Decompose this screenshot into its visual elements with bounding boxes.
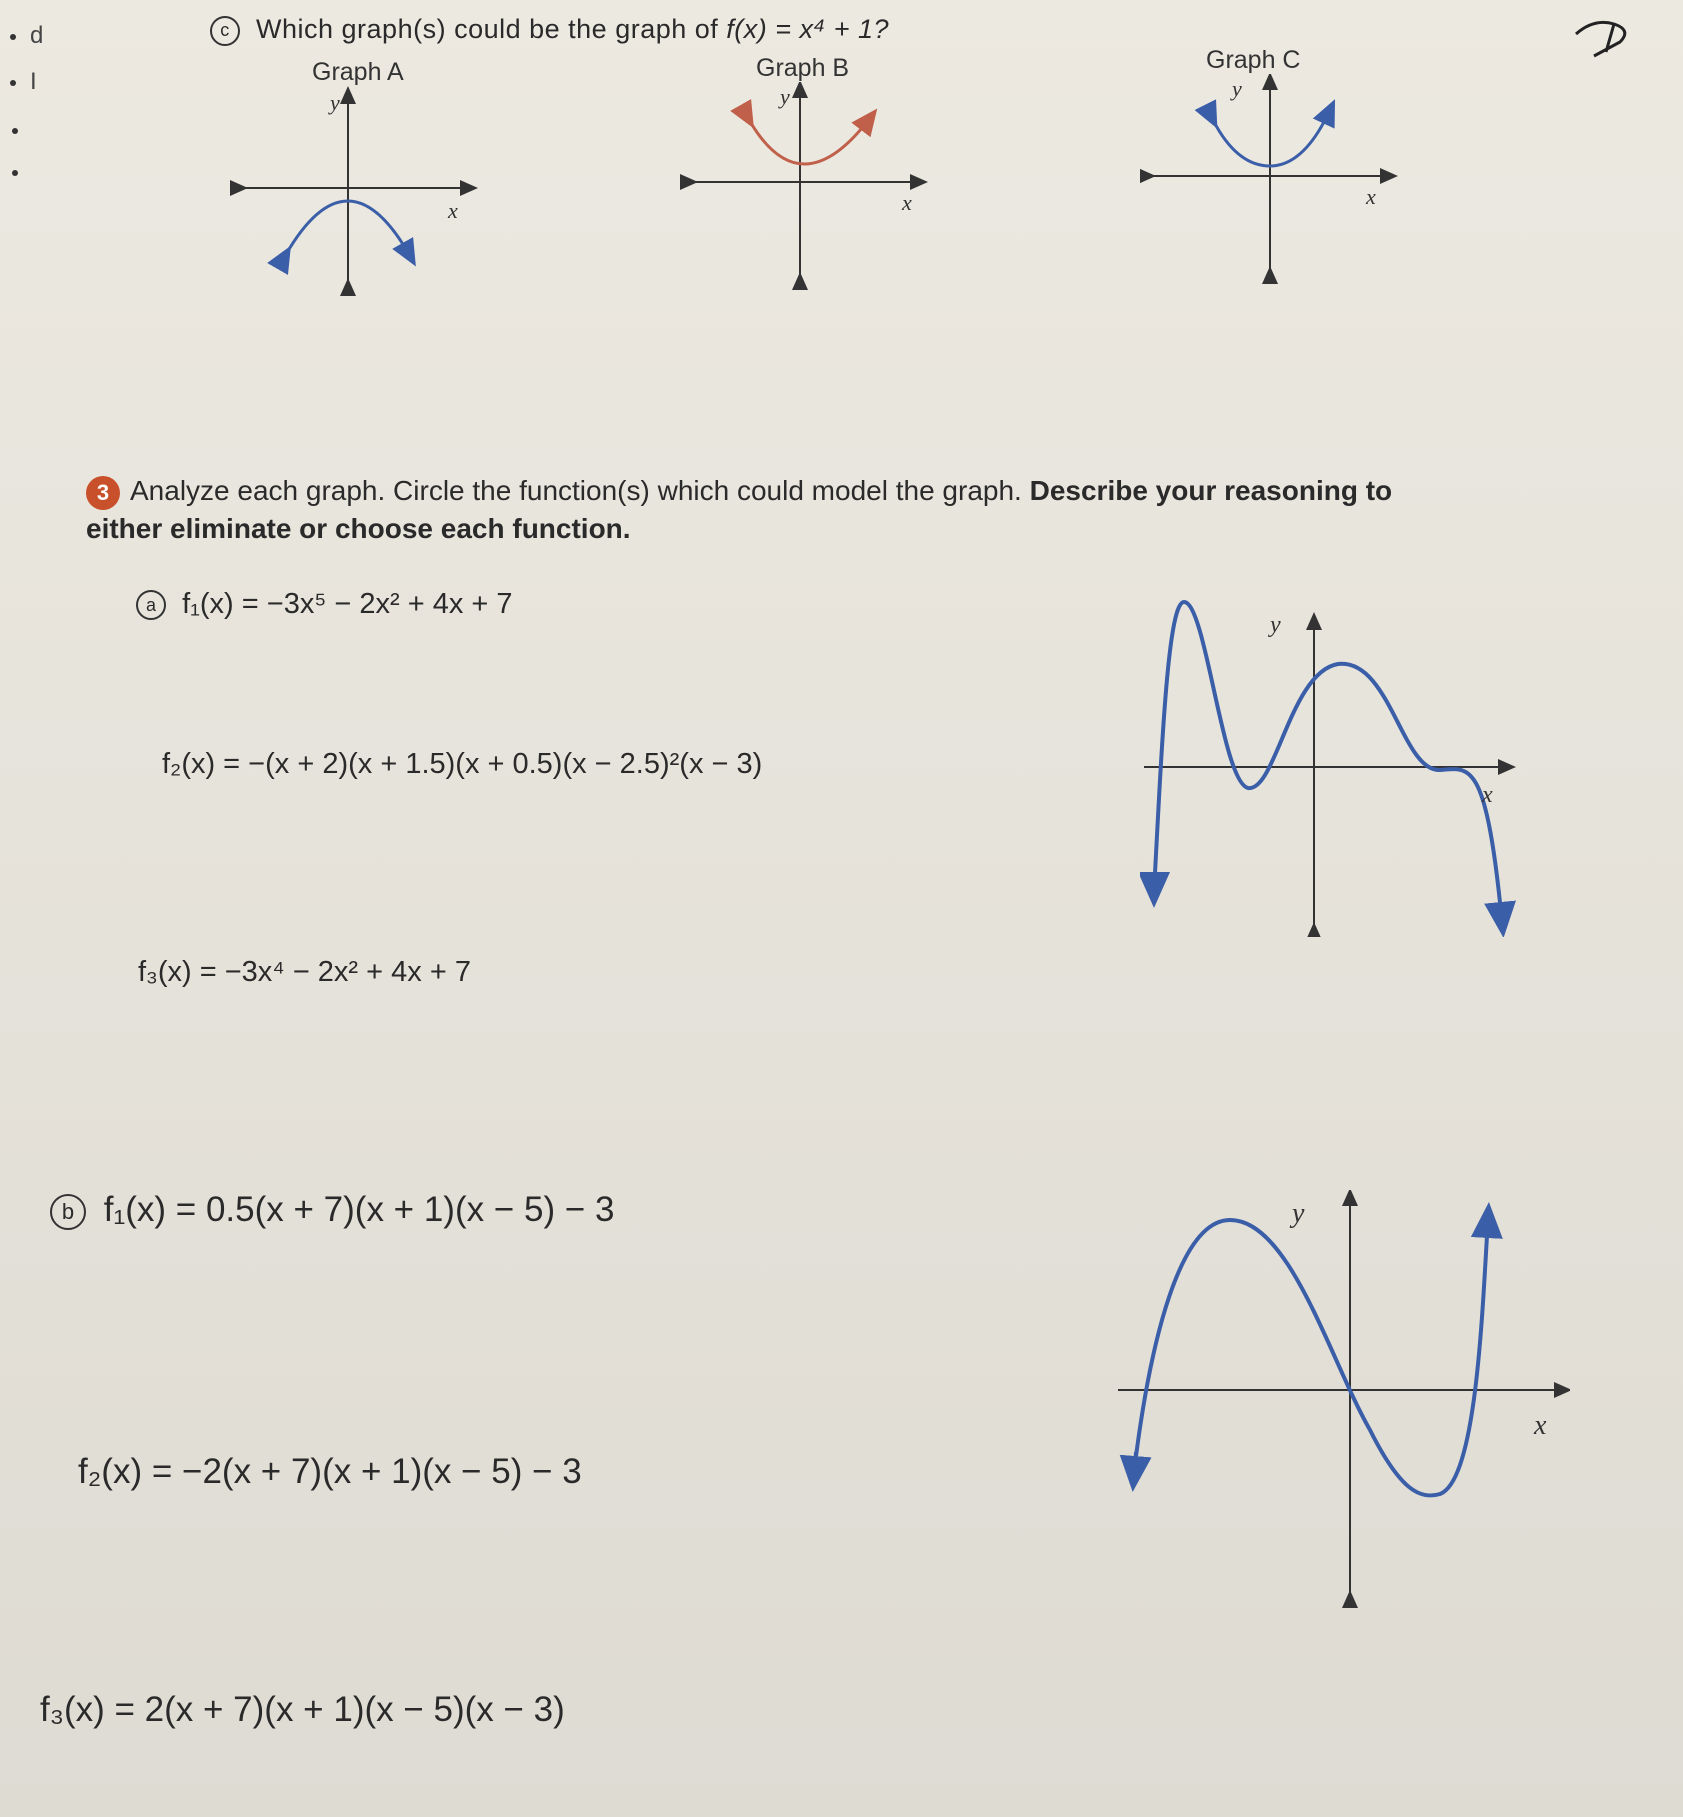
graph-b-curve (748, 118, 870, 164)
bullet-dot (10, 80, 16, 86)
graph-c-x-label: x (1366, 184, 1376, 209)
graph-c-title: Graph C (1206, 46, 1301, 74)
part-c-label: c (210, 16, 240, 46)
graph-a-title: Graph A (312, 58, 404, 86)
part-a-graph (1140, 592, 1520, 937)
problem-3-instructions (86, 472, 1426, 548)
part-b-label: b (50, 1194, 86, 1230)
graph-a-x-label: x (448, 198, 458, 223)
graph-b (680, 82, 930, 292)
part-b-y-label: y (1292, 1198, 1305, 1229)
part-b-x-label: x (1534, 1410, 1547, 1441)
part-a-f3: f₃(x) = −3x⁴ − 2x² + 4x + 7 (138, 956, 471, 988)
margin-mark-i: I (10, 68, 37, 96)
pen-mark (1570, 12, 1640, 62)
margin-mark-d: d (10, 22, 43, 50)
part-b-f3: f₃(x) = 2(x + 7)(x + 1)(x − 5)(x − 3) (40, 1690, 565, 1729)
graph-a (230, 86, 480, 296)
part-b-f2: f₂(x) = −2(x + 7)(x + 1)(x − 5) − 3 (78, 1452, 582, 1491)
margin-dot (12, 122, 32, 140)
part-a-f2: f₂(x) = −(x + 2)(x + 1.5)(x + 0.5)(x − 2.5)²(x − 3) (162, 748, 763, 780)
part-b-f1: b f₁(x) = 0.5(x + 7)(x + 1)(x − 5) − 3 (50, 1190, 614, 1230)
part-a-curve (1154, 602, 1502, 922)
graph-a-y-label: y (330, 90, 340, 115)
part-c-question (210, 14, 889, 46)
graph-b-x-label: x (902, 190, 912, 215)
graph-c-y-label: y (1232, 76, 1242, 101)
problem-3-number: 3 (86, 476, 120, 510)
graph-b-title: Graph B (756, 54, 850, 82)
part-b-curve (1134, 1218, 1488, 1496)
part-a-x-label: x (1482, 782, 1493, 808)
graph-c (1140, 74, 1400, 284)
part-a-label: a (136, 590, 166, 620)
part-b-curve-left-arrow (1134, 1452, 1136, 1476)
part-b-graph (1110, 1190, 1570, 1610)
part-c-function: f(x) = x⁴ + 1? (726, 14, 890, 44)
graph-b-y-label: y (780, 84, 790, 109)
part-c-question-text: Which graph(s) could be the graph of (256, 14, 719, 44)
problem-3-instruction-plain: Analyze each graph. Circle the function(s) which could model the graph. (130, 475, 1022, 506)
margin-dot (12, 164, 32, 182)
part-a-y-label: y (1270, 612, 1281, 638)
problem-3-instruction-bold: Describe your reasoning to either eliminate or choose each function. (86, 475, 1393, 544)
bullet-dot (10, 34, 16, 40)
part-a-f1: a f₁(x) = −3x⁵ − 2x² + 4x + 7 (136, 588, 513, 621)
